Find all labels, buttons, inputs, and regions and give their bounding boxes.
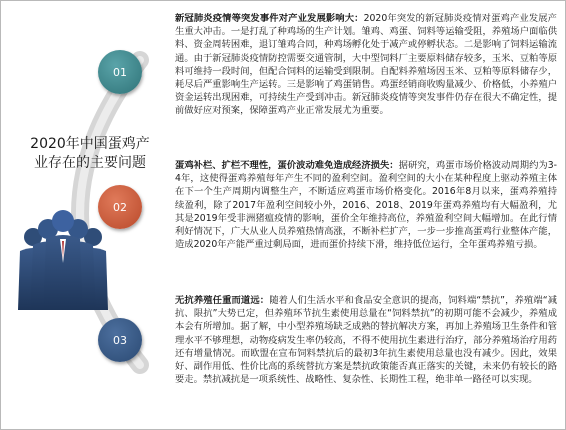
section-03-heading: 无抗养殖任重而道远： — [175, 295, 270, 306]
step-01-circle — [98, 50, 142, 94]
step-03-circle — [98, 318, 142, 362]
step-01-number: 01 — [113, 65, 127, 79]
step-03-number: 03 — [113, 333, 127, 347]
section-03 — [175, 294, 557, 386]
section-03-body: 随着人们生活水平和食品安全意识的提高，饲料端“禁抗”，养殖端“减抗、限抗”大势已定，但养殖环节抗生素使用总量在“饲料禁抗”的初期可能不会减少，养殖成本会有所增加。据了解，中小型养殖场缺乏成熟的替抗解决方案，再加上养殖场卫生条件和管理水平不够理想，动物疫病发生率仍较高，不得不使用抗生素进行治疗，部分养殖场治疗用药还有增量情况。而欧盟在宣布饲料禁抗后的最初3年抗生素使用总量也没有减少。因此，效果好、副作用低、性价比高的系统替抗方案是禁抗政策能否真正落实的关键，未来仍有较长的路要走。禁抗减抗是一项系统性、战略性、复杂性、长期性工程，绝非单一路径可以实现。 — [175, 295, 557, 386]
section-01-heading: 新冠肺炎疫情等突发事件对产业发展影响大： — [175, 13, 364, 24]
section-02-body: 据研究，鸡蛋市场价格波动周期约为3-4年，这使得蛋鸡养殖每年产生不同的盈利空间。盈利空间的大小在某种程度上驱动养殖主体在下一个生产周期内调整生产，不断适应鸡蛋市场价格变化。2016年8月以来，蛋鸡养殖持续盈利，除了2017年盈利空间较小外，2016、2018、2019年蛋鸡养殖均有大幅盈利，尤其是2019年受非洲猪瘟疫情的影响，蛋价全年维持高位，养殖盈利空间大幅增加。在此行情利好情况下，广大从业人员养殖热情高涨，不断补栏扩产，一步一步推高蛋鸡行业整体产能，造成2020年产能严重过剩局面，进而蛋价持续下滑，维持低位运行，全年蛋鸡养殖亏损。 — [175, 160, 557, 251]
section-01 — [175, 12, 557, 118]
section-02 — [175, 159, 557, 251]
section-02-heading: 蛋鸡补栏、扩栏不理性，蛋价波动难免造成经济损失： — [175, 160, 399, 171]
section-01-body: 2020年突发的新冠肺炎疫情对蛋鸡产业发展产生重大冲击。一是打乱了种鸡场的生产计划。雏鸡、鸡蛋、饲料等运输受阻，养殖场户面临供料、资金周转困难，退订雏鸡合同，种鸡场孵化处于减产或停孵状态。二是影响了饲料运输流通。由于新冠肺炎疫情防控需要交通管制，大中型饲料厂主要原料储存较多，玉米、豆粕等原料可维持一段时间，但配合饲料的运输受到限制。自配料养殖场因玉米、豆粕等原料储存少，耗尽后严重影响生产运转。三是影响了鸡蛋销售。鸡蛋经销商收购量减少、价格低，小养殖户资金运转出现困难，可持续生产受到冲击。新冠肺炎疫情等突发事件仍存在很大不确定性，提前做好应对预案，保障蛋鸡产业正常发展尤为重要。 — [175, 13, 557, 117]
business-people-group-icon — [8, 205, 118, 315]
page-title: 2020年中国蛋鸡产业存在的主要问题 — [30, 136, 150, 171]
step-02-number: 02 — [113, 200, 127, 214]
